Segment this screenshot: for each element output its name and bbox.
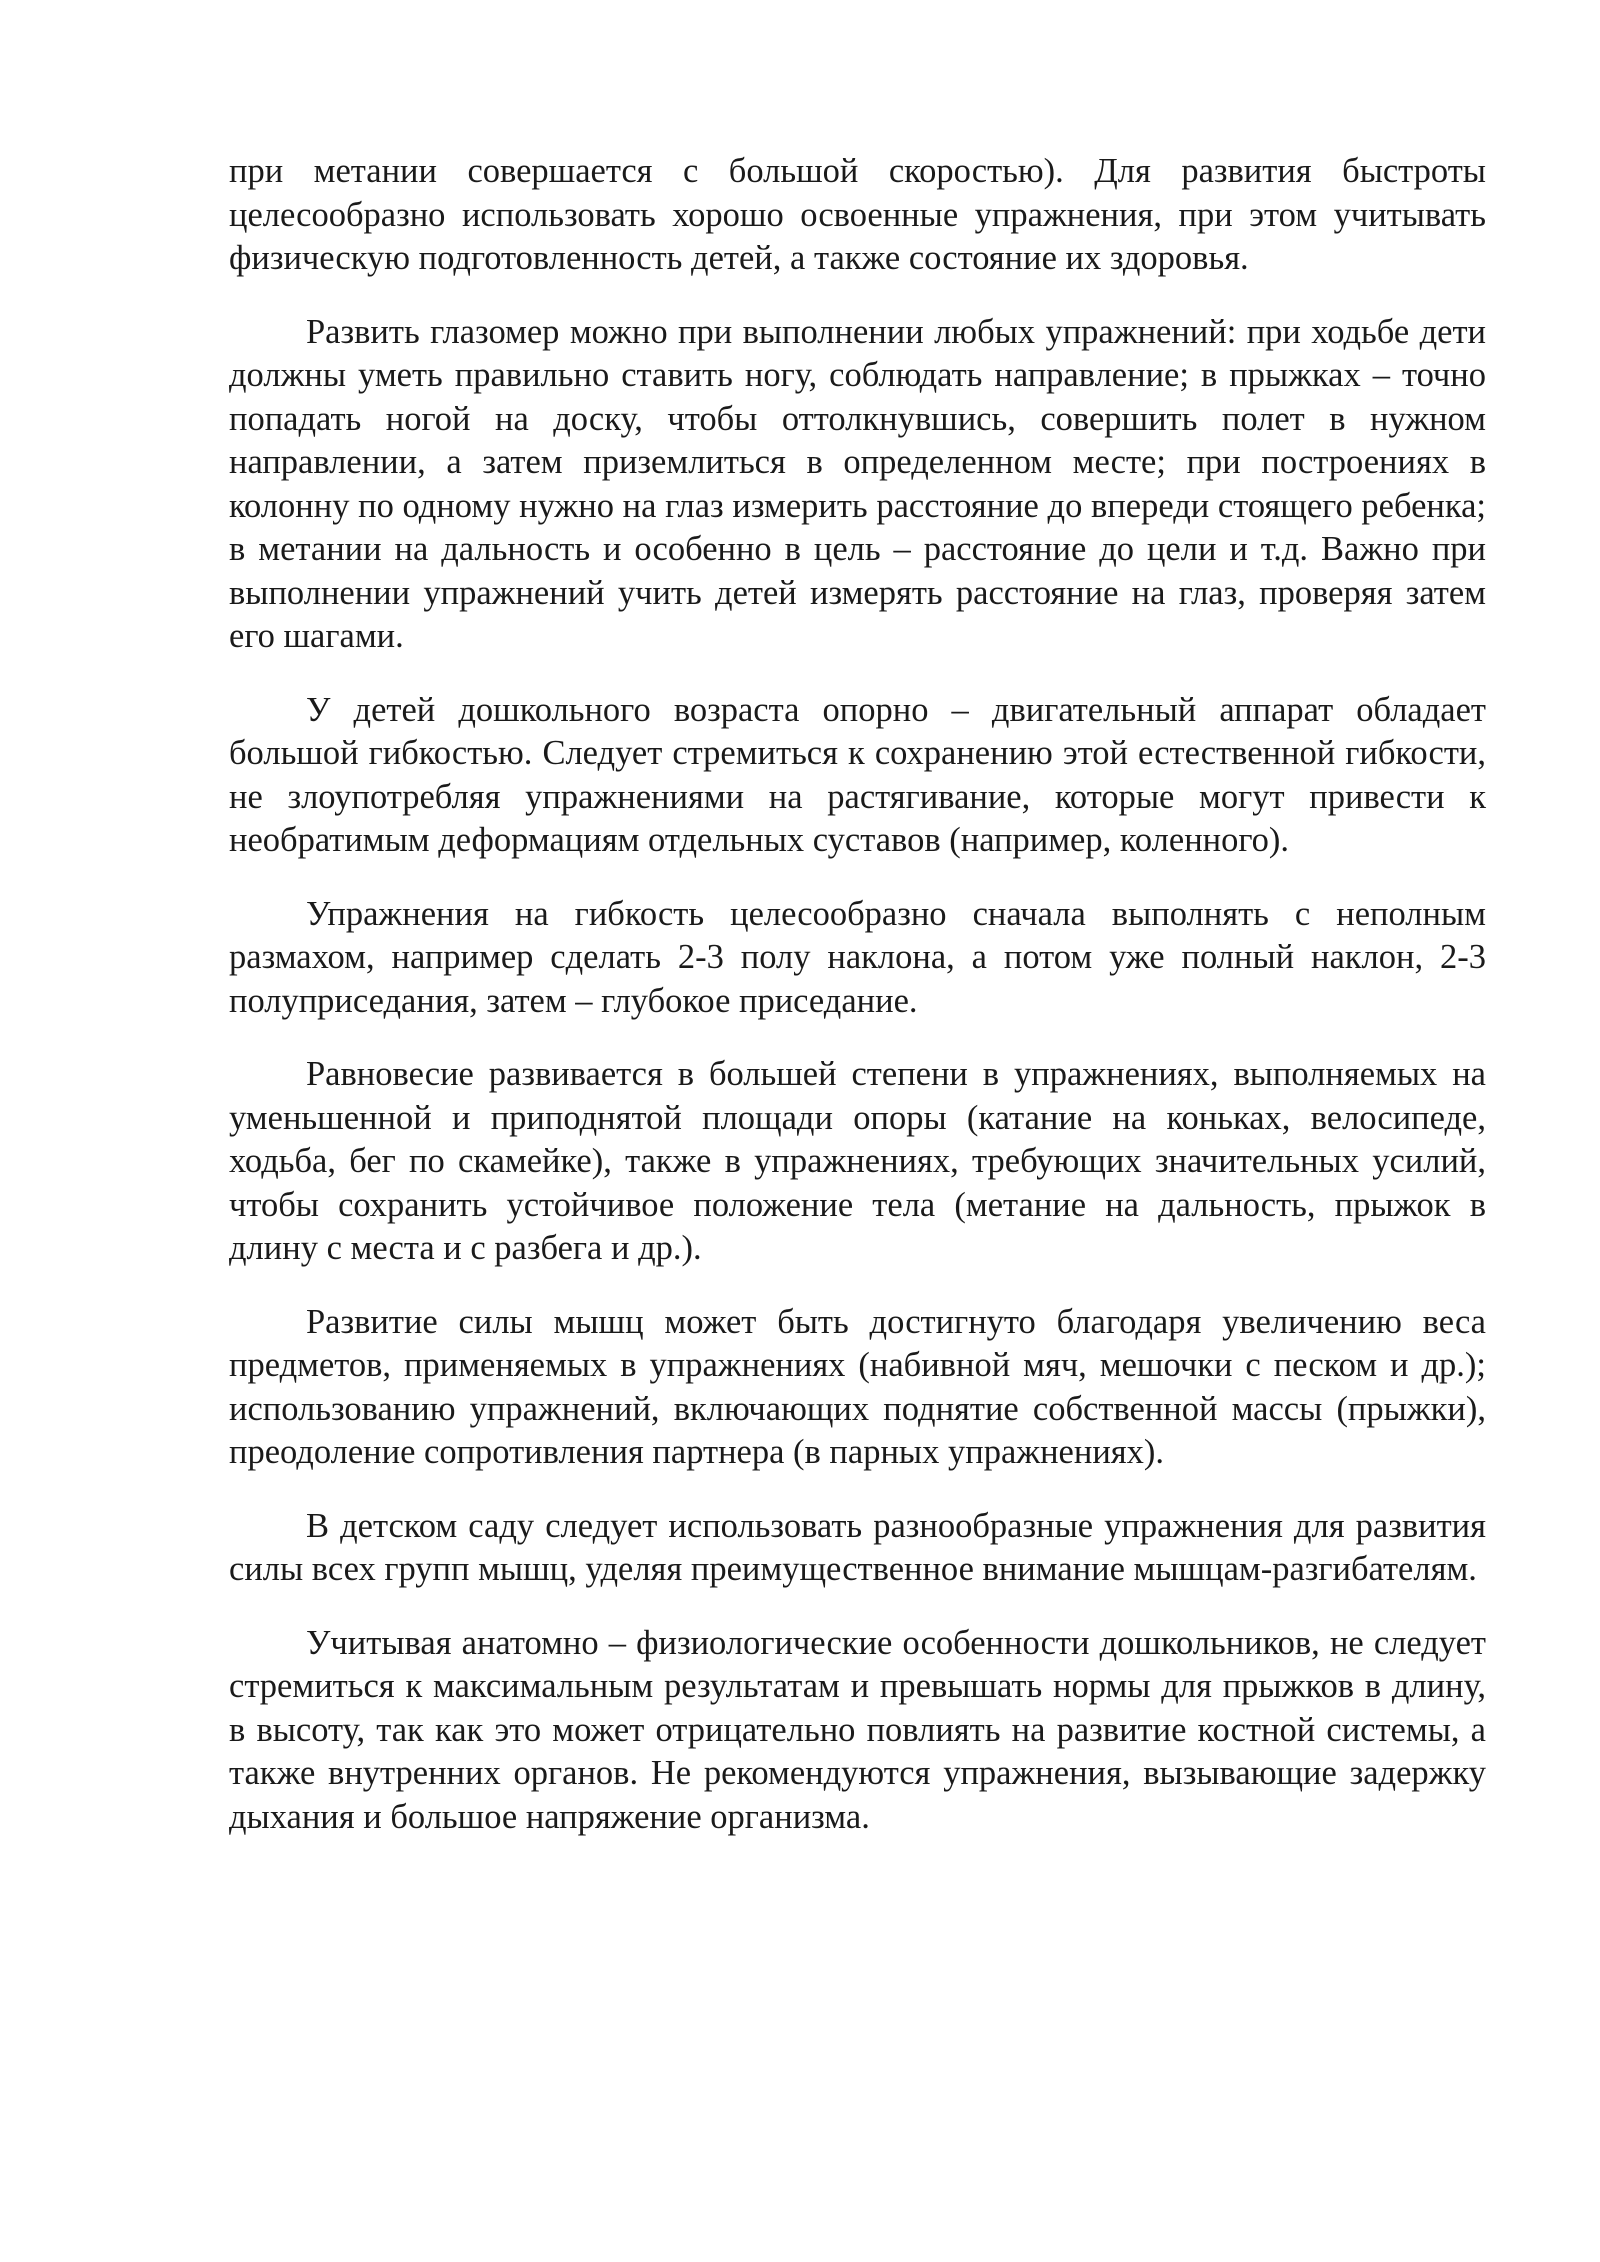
paragraph-kindergarten: В детском саду следует использовать разнообразные упражнения для развития силы всех групп мышц, уделяя преимущественное внимание мышцам-разгибателям. xyxy=(229,1506,1486,1588)
paragraph-balance: Равновесие развивается в большей степени в упражнениях, выполняемых на уменьшенной и приподнятой площади опоры (катание на коньках, велосипеде, ходьба, бег по скамейке), также в упражнениях, требующих значительных усилий, чтобы сохранить устойчивое положение тела (метание на дальность, прыжок в длину с места и с разбега и др.). xyxy=(229,1055,1486,1267)
paragraph-flexibility-exercises: Упражнения на гибкость целесообразно сначала выполнять с неполным размахом, например сделать 2-3 полу наклона, а потом уже полный наклон, 2-3 полуприседания, затем – глубокое приседание. xyxy=(229,894,1486,1020)
paragraph-strength: Развитие силы мышц может быть достигнуто благодаря увеличению веса предметов, применяемых в упражнениях (набивной мяч, мешочки с песком и др.); использованию упражнений, включающих поднятие собственной массы (прыжки), преодоление сопротивления партнера (в парных упражнениях). xyxy=(229,1302,1486,1471)
paragraph-flexibility: У детей дошкольного возраста опорно – двигательный аппарат обладает большой гибкостью. Следует стремиться к сохранению этой естественной гибкости, не злоупотребляя упражнениями на растягивание, которые могут привести к необратимым деформациям отдельных суставов (например, коленного). xyxy=(229,690,1486,859)
paragraph-eye-gauge: Развить глазомер можно при выполнении любых упражнений: при ходьбе дети должны уметь правильно ставить ногу, соблюдать направление; в прыжках – точно попадать ногой на доску, чтобы оттолкнувшись, совершить полет в нужном направлении, а затем приземлиться в определенном месте; при построениях в колонну по одному нужно на глаз измерить расстояние до впереди стоящего ребенка; в метании на дальность и особенно в цель – расстояние до цели и т.д. Важно при выполнении упражнений учить детей измерять расстояние на глаз, проверяя затем его шагами. xyxy=(229,312,1486,655)
paragraph-anatomy: Учитывая анатомно – физиологические особенности дошкольников, не следует стремиться к максимальным результатам и превышать нормы для прыжков в длину, в высоту, так как это может отрицательно повлиять на развитие костной системы, а также внутренних органов. Не рекомендуются упражнения, вызывающие задержку дыхания и большое напряжение организма. xyxy=(229,1623,1486,1836)
paragraph-continuation: при метании совершается с большой скоростью). Для развития быстроты целесообразно использовать хорошо освоенные упражнения, при этом учитывать физическую подготовленность детей, а также состояние их здоровья. xyxy=(229,152,1486,277)
document-body xyxy=(229,150,1486,1869)
